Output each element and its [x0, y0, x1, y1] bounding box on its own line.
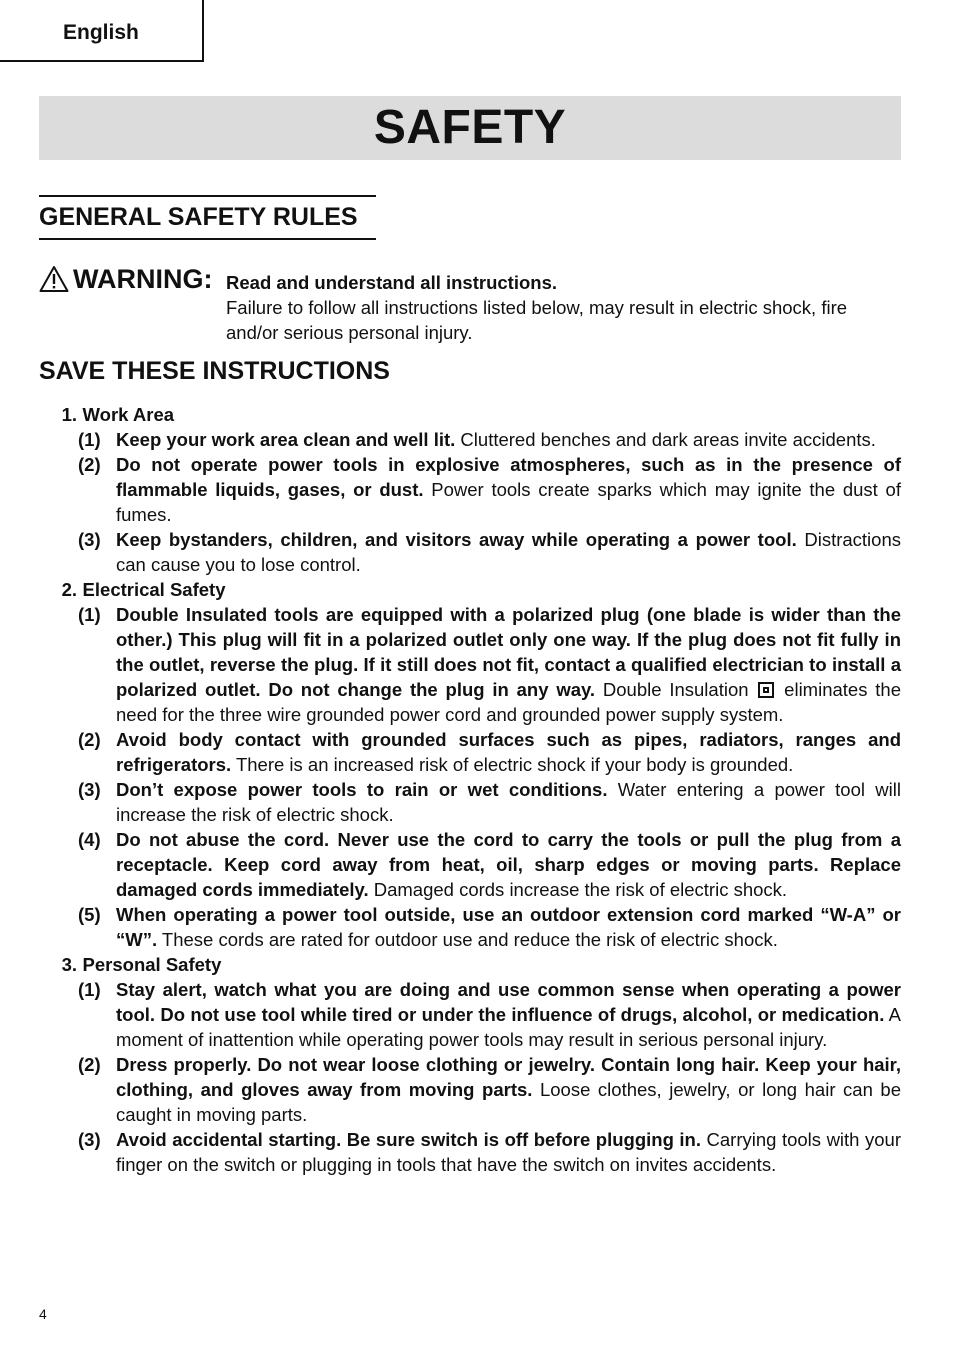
item-plain-text: Distractions can cause you to lose control. [116, 529, 901, 575]
list-item [39, 827, 901, 902]
item-text [116, 452, 901, 527]
category-heading [39, 577, 901, 602]
item-plain-text: Loose clothes, jewelry, or long hair can be caught in moving parts. [116, 1079, 901, 1125]
list-item [39, 727, 901, 777]
item-bold-text: Avoid body contact with grounded surfaces such as pipes, radiators, ranges and refrigerators. [116, 729, 901, 775]
item-plain-text: Carrying tools with your finger on the switch or plugging in tools that have the switch on invites accidents. [116, 1129, 901, 1175]
category-label: Electrical Safety [82, 579, 226, 600]
list-item [39, 452, 901, 527]
list-item [39, 427, 901, 452]
list-item [39, 602, 901, 727]
warning-label: WARNING: [73, 264, 213, 294]
language-tab [0, 0, 204, 62]
item-number: (2) [78, 454, 101, 475]
list-item [39, 902, 901, 952]
double-insulation-icon [758, 682, 774, 698]
item-text [116, 902, 901, 952]
language-label: English [63, 21, 139, 44]
warning-text [226, 270, 901, 345]
list-item [39, 777, 901, 827]
item-bold-text: Avoid accidental starting. Be sure switch is off before plugging in. [116, 1129, 701, 1150]
item-bold-text: Dress properly. Do not wear loose clothing or jewelry. Contain long hair. Keep your hair, clothing, and gloves away from moving parts. [116, 1054, 901, 1100]
item-plain-text: Water entering a power tool will increase the risk of electric shock. [116, 779, 901, 825]
item-bold-text: Keep bystanders, children, and visitors away while operating a power tool. [116, 529, 797, 550]
item-plain-text: There is an increased risk of electric shock if your body is grounded. [231, 754, 794, 775]
item-plain-text: Power tools create sparks which may ignite the dust of fumes. [116, 479, 901, 525]
category-number: 1. [61, 404, 77, 425]
item-bold-text: When operating a power tool outside, use an outdoor extension cord marked “W-A” or “W”. [116, 904, 901, 950]
safety-banner: SAFETY [39, 96, 901, 160]
save-instructions-title: SAVE THESE INSTRUCTIONS [39, 357, 390, 385]
item-plain-text: Damaged cords increase the risk of electric shock. [368, 879, 788, 900]
page-number: 4 [39, 1306, 47, 1322]
item-text [116, 527, 901, 577]
item-bold-text: Keep your work area clean and well lit. [116, 429, 456, 450]
list-item [39, 1052, 901, 1127]
category-heading [39, 402, 901, 427]
item-text [116, 427, 901, 452]
item-text [116, 1127, 901, 1177]
item-text [116, 827, 901, 902]
warning-body: Failure to follow all instructions listed below, may result in electric shock, fire and/or serious personal injury. [226, 297, 848, 343]
item-bold-text: Do not operate power tools in explosive atmospheres, such as in the presence of flammable liquids, gases, or dust. [116, 454, 901, 500]
category-label: Personal Safety [82, 954, 222, 975]
item-text [116, 1052, 901, 1127]
item-bold-text: Don’t expose power tools to rain or wet conditions. [116, 779, 608, 800]
item-number: (2) [78, 729, 101, 750]
warning-heading [39, 262, 212, 296]
item-bold-text: Double Insulated tools are equipped with a polarized plug (one blade is wider than the other.) This plug will fit in a polarized outlet only one way. If the plug does not fit fully in the outlet, reverse the plug. If it still does not fit, contact a qualified electrician to install a polarized outlet. Do not change the plug in any way. [116, 604, 901, 700]
category-label: Work Area [82, 404, 175, 425]
item-text [116, 602, 901, 727]
item-text [116, 977, 901, 1052]
item-number: (5) [78, 904, 101, 925]
item-number: (2) [78, 1054, 101, 1075]
category-number: 3. [61, 954, 77, 975]
item-plain-text: Cluttered benches and dark areas invite accidents. [455, 429, 876, 450]
list-item [39, 1127, 901, 1177]
warning-strong: Read and understand all instructions. [226, 272, 557, 293]
list-item [39, 527, 901, 577]
item-bold-text: Do not abuse the cord. Never use the cord to carry the tools or pull the plug from a receptacle. Keep cord away from heat, oil, sharp edges or moving parts. Replace damaged cords immediately. [116, 829, 901, 900]
item-text [116, 777, 901, 827]
section-title: GENERAL SAFETY RULES [39, 195, 376, 240]
item-number: (1) [78, 979, 101, 1000]
item-number: (3) [78, 529, 101, 550]
item-plain-text: Double Insulation [595, 679, 749, 700]
item-number: (1) [78, 604, 101, 625]
item-text [116, 727, 901, 777]
item-number: (1) [78, 429, 101, 450]
category-number: 2. [61, 579, 77, 600]
warning-triangle-icon [39, 265, 69, 293]
item-number: (3) [78, 1129, 101, 1150]
item-number: (3) [78, 779, 101, 800]
item-plain-text: These cords are rated for outdoor use and reduce the risk of electric shock. [157, 929, 778, 950]
safety-rules-list [39, 402, 901, 1177]
item-plain-text-after: eliminates the need for the three wire grounded power cord and grounded power supply system. [116, 679, 901, 725]
item-number: (4) [78, 829, 101, 850]
list-item [39, 977, 901, 1052]
item-bold-text: Stay alert, watch what you are doing and use common sense when operating a power tool. Do not use tool while tired or under the influence of drugs, alcohol, or medication. [116, 979, 901, 1025]
item-plain-text: A moment of inattention while operating power tools may result in serious personal injury. [116, 1004, 901, 1050]
category-heading [39, 952, 901, 977]
